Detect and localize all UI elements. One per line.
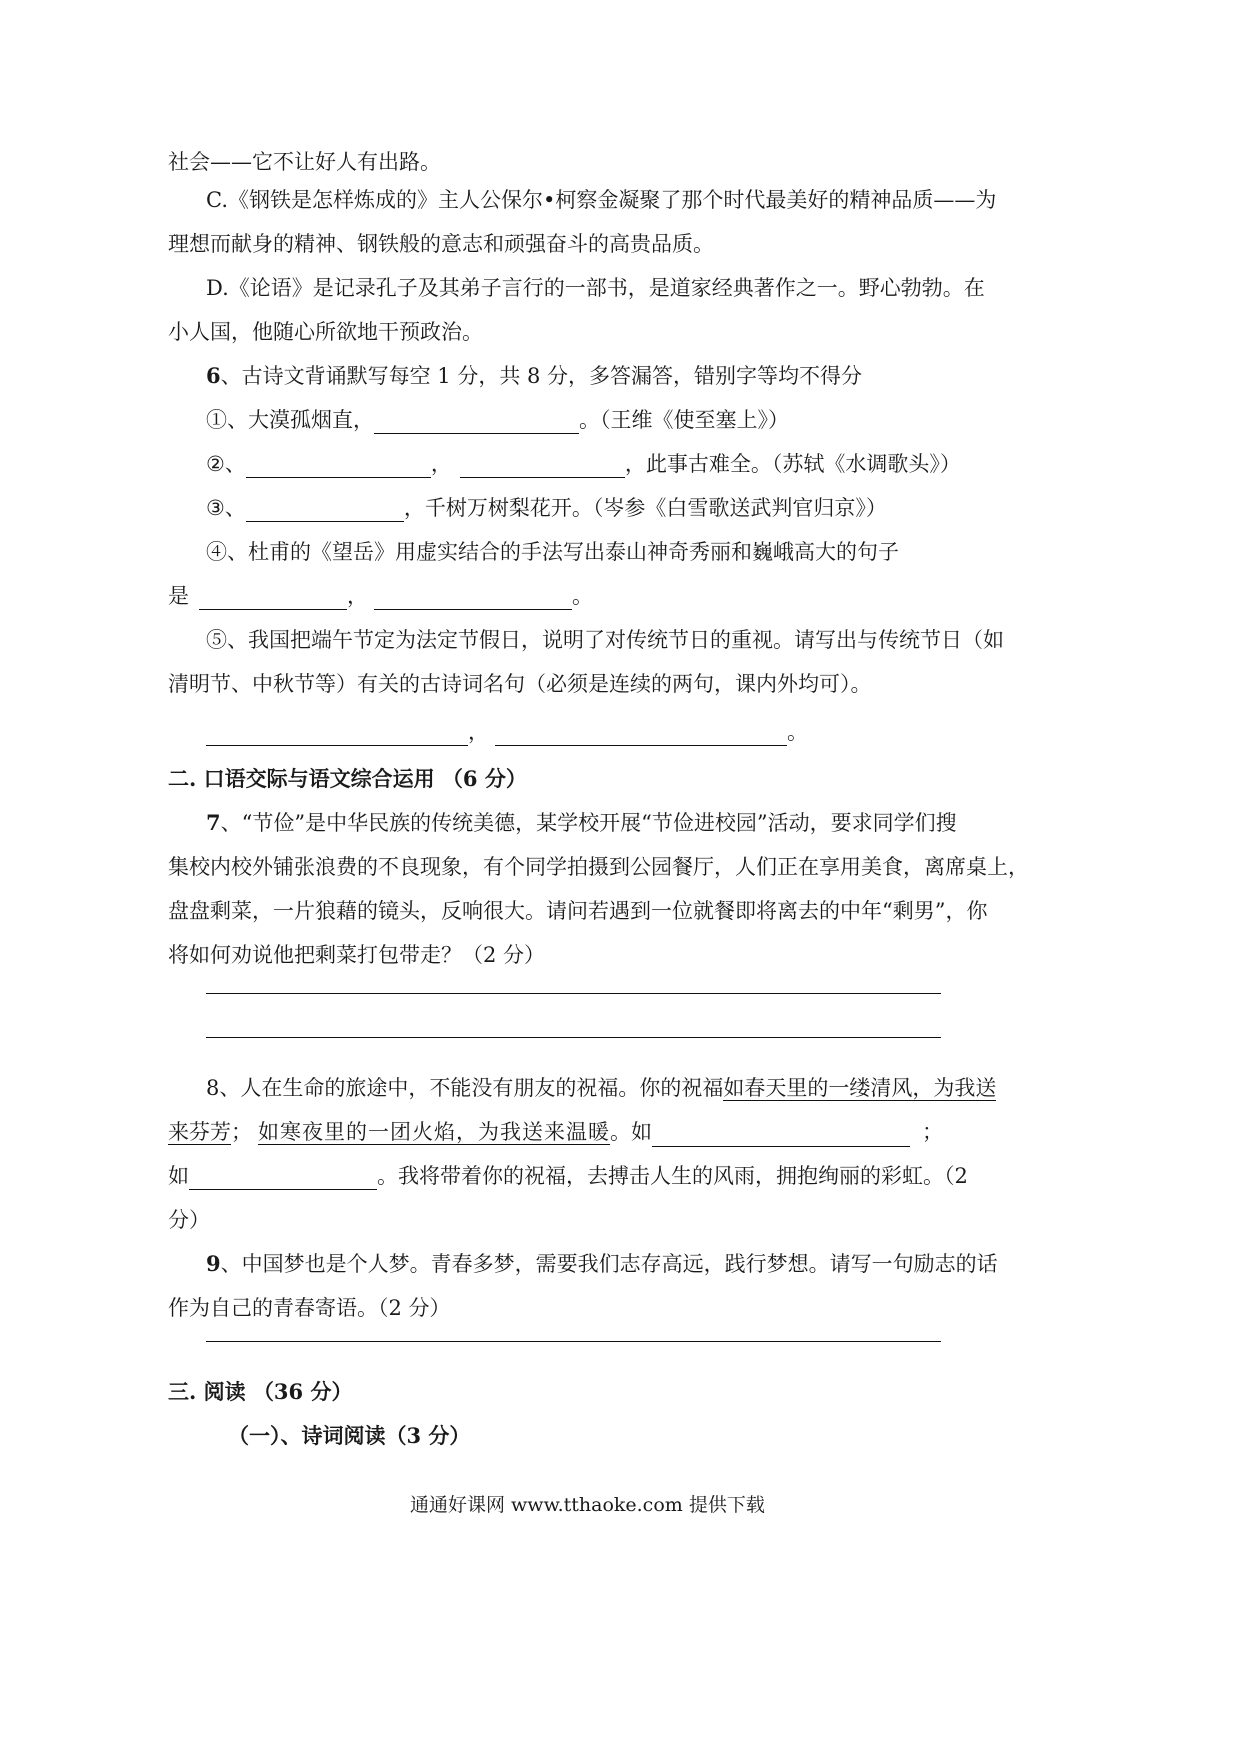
- q6-item5-line1: ⑤、我国把端午节定为法定节假日，说明了对传统节日的重视。请写出与传统节日（如: [206, 628, 1004, 652]
- q9-answer-line[interactable]: [206, 1341, 941, 1342]
- q8-line1-text: 8、人在生命的旅途中，不能没有朋友的祝福。你的祝福: [206, 1076, 724, 1100]
- q8-blank-2[interactable]: [189, 1167, 377, 1190]
- q5-tail-text: 社会——它不让好人有出路。: [168, 150, 441, 174]
- q6-instructions: 、古诗文背诵默写每空 1 分，共 8 分，多答漏答，错别字等均不得分: [220, 364, 863, 388]
- q7-answer-line-2[interactable]: [206, 1037, 941, 1038]
- q6-item4-suffix: 。: [572, 584, 593, 608]
- q9-line1-text: 、中国梦也是个人梦。青春多梦，需要我们志存高远，践行梦想。请写一句励志的话: [220, 1252, 998, 1276]
- q5-option-d-line2: 小人国，他随心所欲地干预政治。: [168, 320, 483, 344]
- q6-item-3: [206, 494, 887, 522]
- q6-item5-line2: 清明节、中秋节等）有关的古诗词名句（必须是连续的两句，课内外均可）。: [168, 672, 872, 696]
- q5-option-c-line1: C.《钢铁是怎样炼成的》主人公保尔•柯察金凝聚了那个时代最美好的精神品质——为: [206, 188, 997, 212]
- q6-item2-blank-1[interactable]: [246, 455, 431, 478]
- section-2-title: 二. 口语交际与语文综合运用 （6 分）: [168, 766, 527, 791]
- q6-item3-prefix: ③、: [206, 496, 246, 520]
- section-3-title: 三. 阅读 （36 分）: [168, 1379, 353, 1404]
- q8-prompt-2: 如: [168, 1164, 189, 1188]
- section-3-subtitle: （一）、诗词阅读（3 分）: [228, 1423, 471, 1448]
- q7-answer-line-1[interactable]: [206, 993, 941, 994]
- q9-number: 9: [206, 1251, 221, 1276]
- q6-item2-prefix: ②、: [206, 452, 246, 476]
- q8-line1: [206, 1074, 996, 1102]
- q7-number: 7: [206, 810, 221, 835]
- q8-blank-1[interactable]: [652, 1124, 910, 1147]
- q6-item3-blank[interactable]: [246, 499, 404, 522]
- q7-line2: 集校内校外铺张浪费的不良现象，有个同学拍摄到公园餐厅，人们正在享用美食，离席桌上，: [168, 855, 1029, 879]
- q6-item2-suffix: ，此事古难全。（苏轼《水调歌头》）: [624, 452, 961, 476]
- q8-semicolon-2: ；: [922, 1120, 943, 1144]
- q6-item5-blank-1[interactable]: [206, 723, 468, 746]
- q5-option-c-line2: 理想而献身的精神、钢铁般的意志和顽强奋斗的高贵品质。: [168, 232, 714, 256]
- q8-example-1-end: 来芬芳: [168, 1120, 231, 1144]
- q6-item4-blank-2[interactable]: [374, 587, 572, 610]
- q6-item5-comma: ，: [468, 720, 489, 744]
- q9-line1: [206, 1250, 998, 1278]
- q6-item1-prefix: ①、大漠孤烟直，: [206, 408, 374, 432]
- q6-item5-answer-line: [206, 718, 808, 746]
- q6-item4-comma: ，: [347, 584, 368, 608]
- q6-heading: [206, 362, 862, 390]
- q6-item4-blank-1[interactable]: [199, 587, 347, 610]
- q5-option-d-line1: D.《论语》是记录孔子及其弟子言行的一部书，是道家经典著作之一。野心勃勃。在: [206, 276, 985, 300]
- q8-example-2: 如寒夜里的一团火焰，为我送来温暖: [258, 1120, 610, 1144]
- q6-item-1: [206, 406, 789, 434]
- q8-prompt-1: 。如: [610, 1120, 652, 1144]
- q6-item-2: [206, 450, 961, 478]
- q8-example-1-start: 如春天里的一缕清风，为我送: [723, 1076, 997, 1100]
- q6-item5-blank-2[interactable]: [495, 723, 787, 746]
- q6-item4-line2: [168, 582, 593, 610]
- q6-item2-blank-2[interactable]: [460, 455, 625, 478]
- q8-line4: 分）: [168, 1208, 210, 1232]
- q7-line1: [206, 809, 957, 837]
- q8-line3-text: 。我将带着你的祝福，去搏击人生的风雨，拥抱绚丽的彩虹。（2: [377, 1164, 968, 1188]
- q7-line4: 将如何劝说他把剩菜打包带走？（2 分）: [168, 943, 546, 967]
- q8-semicolon: ；: [231, 1120, 252, 1144]
- page-footer: 通通好课网 www.tthaoke.com 提供下载: [410, 1494, 765, 1516]
- q6-item2-comma: ，: [430, 452, 452, 476]
- q8-line2: [168, 1118, 943, 1147]
- q9-line2: 作为自己的青春寄语。（2 分）: [168, 1296, 451, 1320]
- q6-item1-suffix: 。（王维《使至塞上》）: [579, 408, 789, 432]
- q6-item4-line1: ④、杜甫的《望岳》用虚实结合的手法写出泰山神奇秀丽和巍峨高大的句子: [206, 540, 899, 564]
- q8-line3: [168, 1162, 968, 1190]
- q6-item3-suffix: ，千树万树梨花开。（岑参《白雪歌送武判官归京》）: [403, 496, 887, 520]
- q6-item4-prefix: 是: [168, 584, 189, 608]
- q6-item5-suffix: 。: [787, 720, 808, 744]
- q7-line1-text: 、“节俭”是中华民族的传统美德，某学校开展“节俭进校园”活动，要求同学们搜: [220, 811, 957, 835]
- q7-line3: 盘盘剩菜，一片狼藉的镜头，反响很大。请问若遇到一位就餐即将离去的中年“剩男”，你: [168, 899, 988, 923]
- q6-item1-blank[interactable]: [374, 411, 579, 434]
- q6-number: 6: [206, 363, 221, 388]
